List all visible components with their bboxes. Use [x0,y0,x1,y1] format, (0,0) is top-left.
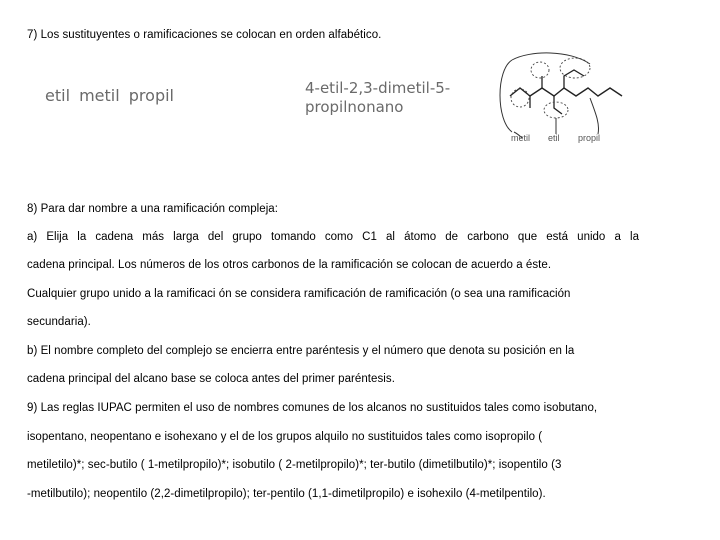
label-propil: propil [578,133,601,143]
rule-7: 7) Los sustituyentes o ramificaciones se colocan en orden alfabético. [27,29,382,41]
label-metil: metil [511,133,531,143]
rule-8b-line-1: b) El nombre completo del complejo se encierra entre paréntesis y el número que denota su posición en la [27,345,575,357]
rule-8a-line-4: secundaria). [27,316,91,328]
example-name-line-1: 4-etil-2,3-dimetil-5- [305,79,451,97]
skeletal-structure-diagram [490,48,640,148]
circle-methyl-a [511,89,529,107]
branch-propyl [564,70,584,88]
rule-8a-line-1: a) Elija la cadena más larga del grupo tomando como C1 al átomo de carbono que está unido a la [27,231,639,243]
rule-8b-line-2: cadena principal del alcano base se coloca antes del primer paréntesis. [27,373,395,385]
rule-8a-line-3: Cualquier grupo unido a la ramificaci ón se considera ramificación de ramificación (o sea una ramificación [27,288,571,300]
bracket-top [512,53,590,64]
circle-methyl-b [531,62,549,78]
example-name-line-2: propilnonano [305,98,404,116]
rule-9-line-2: isopentano, neopentano e isohexano y el de los grupos alquilo no sustituidos tales como isopropilo ( [27,431,543,443]
branch-ethyl [554,96,562,114]
arrow-to-propyl [590,98,599,134]
example-group-names: etil metil propil [45,86,174,105]
rule-9-line-4: -metilbutilo); neopentilo (2,2-dimetilpropilo); ter-pentilo (1,1-dimetilpropilo) e isohexilo (4-metilpentilo). [27,488,546,500]
rule-9-line-3: metiletilo)*; sec-butilo ( 1-metilpropilo)*; isobutilo ( 2-metilpropilo)*; ter-butilo (dimetilbutilo)*; isopentilo (3 [27,459,562,471]
rule-8a-line-2: cadena principal. Los números de los otros carbonos de la ramificación se colocan de acuerdo a éste. [27,259,552,271]
label-etil: etil [548,133,560,143]
example-iupac-name [305,79,450,117]
rule-9-line-1: 9) Las reglas IUPAC permiten el uso de nombres comunes de los alcanos no sustituidos tales como isobutano, [27,402,598,414]
rule-8: 8) Para dar nombre a una ramificación compleja: [27,203,278,215]
